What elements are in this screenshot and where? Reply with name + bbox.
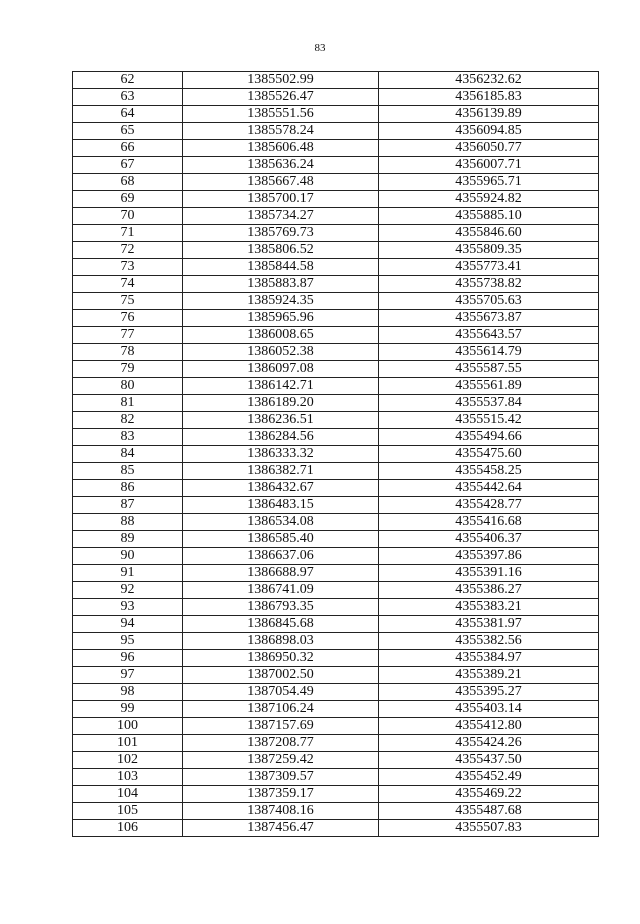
point-number-cell: 92 xyxy=(73,582,183,599)
y-coordinate-cell: 4355587.55 xyxy=(379,361,599,378)
y-coordinate-cell: 4355383.21 xyxy=(379,599,599,616)
x-coordinate-cell: 1385924.35 xyxy=(183,293,379,310)
y-coordinate-cell: 4355773.41 xyxy=(379,259,599,276)
x-coordinate-cell: 1387157.69 xyxy=(183,718,379,735)
table-row xyxy=(73,140,599,157)
point-number-cell: 99 xyxy=(73,701,183,718)
x-coordinate-cell: 1387208.77 xyxy=(183,735,379,752)
y-coordinate-cell: 4355643.57 xyxy=(379,327,599,344)
point-number-cell: 90 xyxy=(73,548,183,565)
table-row xyxy=(73,225,599,242)
point-number-cell: 66 xyxy=(73,140,183,157)
table-row xyxy=(73,344,599,361)
x-coordinate-cell: 1387002.50 xyxy=(183,667,379,684)
point-number-cell: 97 xyxy=(73,667,183,684)
table-row xyxy=(73,259,599,276)
table-row xyxy=(73,616,599,633)
table-row xyxy=(73,769,599,786)
x-coordinate-cell: 1386898.03 xyxy=(183,633,379,650)
x-coordinate-cell: 1385965.96 xyxy=(183,310,379,327)
table-row xyxy=(73,718,599,735)
table-row xyxy=(73,803,599,820)
table-row xyxy=(73,208,599,225)
point-number-cell: 96 xyxy=(73,650,183,667)
page-number: 83 xyxy=(314,42,326,54)
table-row xyxy=(73,786,599,803)
table-row xyxy=(73,633,599,650)
point-number-cell: 80 xyxy=(73,378,183,395)
table-row xyxy=(73,157,599,174)
point-number-cell: 87 xyxy=(73,497,183,514)
table-row xyxy=(73,667,599,684)
y-coordinate-cell: 4355382.56 xyxy=(379,633,599,650)
x-coordinate-cell: 1387054.49 xyxy=(183,684,379,701)
x-coordinate-cell: 1386142.71 xyxy=(183,378,379,395)
point-number-cell: 93 xyxy=(73,599,183,616)
y-coordinate-cell: 4355494.66 xyxy=(379,429,599,446)
x-coordinate-cell: 1386585.40 xyxy=(183,531,379,548)
point-number-cell: 91 xyxy=(73,565,183,582)
table-row xyxy=(73,123,599,140)
x-coordinate-cell: 1385844.58 xyxy=(183,259,379,276)
y-coordinate-cell: 4355391.16 xyxy=(379,565,599,582)
point-number-cell: 69 xyxy=(73,191,183,208)
point-number-cell: 98 xyxy=(73,684,183,701)
point-number-cell: 76 xyxy=(73,310,183,327)
point-number-cell: 73 xyxy=(73,259,183,276)
table-row xyxy=(73,412,599,429)
y-coordinate-cell: 4355381.97 xyxy=(379,616,599,633)
x-coordinate-cell: 1386052.38 xyxy=(183,344,379,361)
table-row xyxy=(73,820,599,837)
point-number-cell: 89 xyxy=(73,531,183,548)
table-row xyxy=(73,242,599,259)
y-coordinate-cell: 4355515.42 xyxy=(379,412,599,429)
point-number-cell: 83 xyxy=(73,429,183,446)
point-number-cell: 84 xyxy=(73,446,183,463)
table-row xyxy=(73,293,599,310)
x-coordinate-cell: 1386333.32 xyxy=(183,446,379,463)
y-coordinate-cell: 4355397.86 xyxy=(379,548,599,565)
y-coordinate-cell: 4355673.87 xyxy=(379,310,599,327)
x-coordinate-cell: 1385883.87 xyxy=(183,276,379,293)
table-row xyxy=(73,531,599,548)
y-coordinate-cell: 4356185.83 xyxy=(379,89,599,106)
point-number-cell: 105 xyxy=(73,803,183,820)
point-number-cell: 81 xyxy=(73,395,183,412)
table-row xyxy=(73,514,599,531)
point-number-cell: 103 xyxy=(73,769,183,786)
y-coordinate-cell: 4355738.82 xyxy=(379,276,599,293)
table-row xyxy=(73,89,599,106)
point-number-cell: 104 xyxy=(73,786,183,803)
x-coordinate-cell: 1386382.71 xyxy=(183,463,379,480)
y-coordinate-cell: 4355389.21 xyxy=(379,667,599,684)
x-coordinate-cell: 1385551.56 xyxy=(183,106,379,123)
point-number-cell: 68 xyxy=(73,174,183,191)
y-coordinate-cell: 4356050.77 xyxy=(379,140,599,157)
table-row xyxy=(73,480,599,497)
point-number-cell: 78 xyxy=(73,344,183,361)
x-coordinate-cell: 1385769.73 xyxy=(183,225,379,242)
point-number-cell: 100 xyxy=(73,718,183,735)
table-row xyxy=(73,361,599,378)
y-coordinate-cell: 4355424.26 xyxy=(379,735,599,752)
y-coordinate-cell: 4355458.25 xyxy=(379,463,599,480)
y-coordinate-cell: 4355537.84 xyxy=(379,395,599,412)
point-number-cell: 79 xyxy=(73,361,183,378)
x-coordinate-cell: 1386432.67 xyxy=(183,480,379,497)
y-coordinate-cell: 4355705.63 xyxy=(379,293,599,310)
y-coordinate-cell: 4356139.89 xyxy=(379,106,599,123)
table-row xyxy=(73,548,599,565)
table-row xyxy=(73,752,599,769)
table-row xyxy=(73,684,599,701)
x-coordinate-cell: 1386189.20 xyxy=(183,395,379,412)
x-coordinate-cell: 1385606.48 xyxy=(183,140,379,157)
y-coordinate-cell: 4355403.14 xyxy=(379,701,599,718)
x-coordinate-cell: 1387309.57 xyxy=(183,769,379,786)
x-coordinate-cell: 1386741.09 xyxy=(183,582,379,599)
x-coordinate-cell: 1387408.16 xyxy=(183,803,379,820)
y-coordinate-cell: 4355384.97 xyxy=(379,650,599,667)
table-row xyxy=(73,650,599,667)
table-row xyxy=(73,276,599,293)
x-coordinate-cell: 1386688.97 xyxy=(183,565,379,582)
x-coordinate-cell: 1386097.08 xyxy=(183,361,379,378)
table-row xyxy=(73,378,599,395)
point-number-cell: 75 xyxy=(73,293,183,310)
point-number-cell: 85 xyxy=(73,463,183,480)
x-coordinate-cell: 1386483.15 xyxy=(183,497,379,514)
x-coordinate-cell: 1387456.47 xyxy=(183,820,379,837)
x-coordinate-cell: 1385526.47 xyxy=(183,89,379,106)
y-coordinate-cell: 4355386.27 xyxy=(379,582,599,599)
y-coordinate-cell: 4355507.83 xyxy=(379,820,599,837)
table-row xyxy=(73,429,599,446)
table-row xyxy=(73,735,599,752)
point-number-cell: 67 xyxy=(73,157,183,174)
point-number-cell: 77 xyxy=(73,327,183,344)
y-coordinate-cell: 4355614.79 xyxy=(379,344,599,361)
coordinate-table-body xyxy=(73,72,599,837)
y-coordinate-cell: 4355428.77 xyxy=(379,497,599,514)
x-coordinate-cell: 1386793.35 xyxy=(183,599,379,616)
y-coordinate-cell: 4355475.60 xyxy=(379,446,599,463)
y-coordinate-cell: 4355452.49 xyxy=(379,769,599,786)
point-number-cell: 94 xyxy=(73,616,183,633)
point-number-cell: 86 xyxy=(73,480,183,497)
table-row xyxy=(73,327,599,344)
table-row xyxy=(73,191,599,208)
point-number-cell: 65 xyxy=(73,123,183,140)
x-coordinate-cell: 1385502.99 xyxy=(183,72,379,89)
table-row xyxy=(73,395,599,412)
point-number-cell: 95 xyxy=(73,633,183,650)
y-coordinate-cell: 4355412.80 xyxy=(379,718,599,735)
table-row xyxy=(73,174,599,191)
y-coordinate-cell: 4355561.89 xyxy=(379,378,599,395)
point-number-cell: 70 xyxy=(73,208,183,225)
point-number-cell: 74 xyxy=(73,276,183,293)
y-coordinate-cell: 4355437.50 xyxy=(379,752,599,769)
y-coordinate-cell: 4355965.71 xyxy=(379,174,599,191)
table-row xyxy=(73,565,599,582)
y-coordinate-cell: 4355846.60 xyxy=(379,225,599,242)
point-number-cell: 72 xyxy=(73,242,183,259)
x-coordinate-cell: 1385636.24 xyxy=(183,157,379,174)
y-coordinate-cell: 4355885.10 xyxy=(379,208,599,225)
table-row xyxy=(73,463,599,480)
x-coordinate-cell: 1385806.52 xyxy=(183,242,379,259)
x-coordinate-cell: 1386008.65 xyxy=(183,327,379,344)
table-row xyxy=(73,701,599,718)
table-row xyxy=(73,497,599,514)
y-coordinate-cell: 4355809.35 xyxy=(379,242,599,259)
point-number-cell: 88 xyxy=(73,514,183,531)
x-coordinate-cell: 1386950.32 xyxy=(183,650,379,667)
table-row xyxy=(73,582,599,599)
x-coordinate-cell: 1385578.24 xyxy=(183,123,379,140)
y-coordinate-cell: 4355487.68 xyxy=(379,803,599,820)
point-number-cell: 82 xyxy=(73,412,183,429)
x-coordinate-cell: 1386637.06 xyxy=(183,548,379,565)
y-coordinate-cell: 4356007.71 xyxy=(379,157,599,174)
x-coordinate-cell: 1386236.51 xyxy=(183,412,379,429)
x-coordinate-cell: 1385700.17 xyxy=(183,191,379,208)
point-number-cell: 64 xyxy=(73,106,183,123)
x-coordinate-cell: 1386534.08 xyxy=(183,514,379,531)
table-row xyxy=(73,599,599,616)
table-row xyxy=(73,310,599,327)
y-coordinate-cell: 4355442.64 xyxy=(379,480,599,497)
table-row xyxy=(73,106,599,123)
point-number-cell: 63 xyxy=(73,89,183,106)
x-coordinate-cell: 1386284.56 xyxy=(183,429,379,446)
point-number-cell: 71 xyxy=(73,225,183,242)
table-row xyxy=(73,446,599,463)
y-coordinate-cell: 4355406.37 xyxy=(379,531,599,548)
y-coordinate-cell: 4356094.85 xyxy=(379,123,599,140)
point-number-cell: 102 xyxy=(73,752,183,769)
point-number-cell: 101 xyxy=(73,735,183,752)
point-number-cell: 62 xyxy=(73,72,183,89)
x-coordinate-cell: 1387106.24 xyxy=(183,701,379,718)
y-coordinate-cell: 4356232.62 xyxy=(379,72,599,89)
y-coordinate-cell: 4355469.22 xyxy=(379,786,599,803)
x-coordinate-cell: 1387359.17 xyxy=(183,786,379,803)
y-coordinate-cell: 4355395.27 xyxy=(379,684,599,701)
y-coordinate-cell: 4355416.68 xyxy=(379,514,599,531)
coordinate-table xyxy=(72,71,599,837)
x-coordinate-cell: 1385734.27 xyxy=(183,208,379,225)
table-row xyxy=(73,72,599,89)
point-number-cell: 106 xyxy=(73,820,183,837)
x-coordinate-cell: 1387259.42 xyxy=(183,752,379,769)
y-coordinate-cell: 4355924.82 xyxy=(379,191,599,208)
x-coordinate-cell: 1385667.48 xyxy=(183,174,379,191)
x-coordinate-cell: 1386845.68 xyxy=(183,616,379,633)
